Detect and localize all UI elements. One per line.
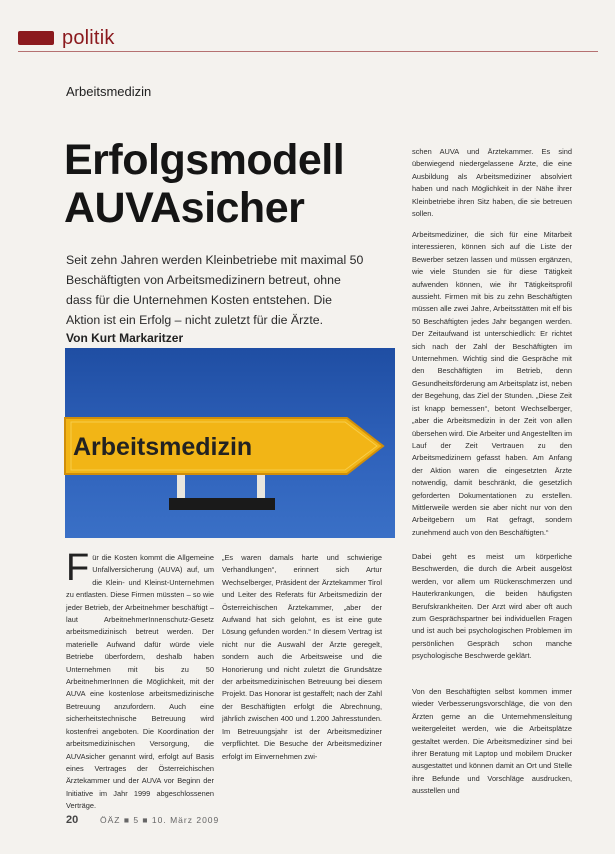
body-column-3-part-2: [412, 229, 572, 537]
body-column-3-part-4: [412, 686, 572, 804]
body-column-3-part-1: [412, 146, 572, 219]
kicker: Arbeitsmedizin: [66, 84, 152, 99]
headline: [64, 136, 424, 232]
col3d-text: Von den Beschäftigten selbst kommen immer wieder Verbesserungsvorschläge, die von den Ärzten gerne an die Unternehmensleitung weitergeleitet werden, wie die Arbeitsplätze gestaltet werden. Die Arbeitsmediziner sind bei ihrer Beratung mit Laptop und mobilem Drucker ausgestattet und können damit an Ort und Stelle ihre Befunde und Vorschläge ausdrucken, ausstellen und: [412, 687, 572, 796]
section-label: politik: [62, 27, 115, 49]
arrow-sign-illustration: [65, 348, 395, 538]
body-column-3-part-3: [412, 551, 572, 673]
col1-text: ür die Kosten kommt die Allgemeine Unfallversicherung (AUVA) auf, um die Klein- und Kleinst-Unternehmen zu entlasten. Diese Firmen müssten – so wie jeder Betrieb, der Arbeitnehmer beschäftigt – laut ArbeitnehmerInnenschutz-Gesetz arbeitsmedizinisch betreut werden. Der materielle Aufwand dafür würde viele Betriebe überfordern, deshalb haben Unternehmen mit bis zu 50 ArbeitnehmerInnen die Möglichkeit, mit der AUVA eine kostenlose arbeitsmedizinische Betreuung anzufordern. Auch eine sicherheitstechnische Betreuung wird kostenfrei angeboten. Die Koordination der arbeitsmedizinischen Versorgung, die AUVAsicher genannt wird, erfolgt auf Basis eines Vertrages der Österreichischen Ärztekammer und der AUVA vor Beginn der Initiative im Jahr 1999 abgeschlossenen Verträge.: [66, 553, 214, 811]
headline-line-2: AUVAsicher: [64, 184, 305, 232]
sign-text: Arbeitsmedizin: [73, 433, 253, 461]
headline-line-1: Erfolgsmodell: [64, 136, 345, 184]
issue-info: ÖÄZ ■ 5 ■ 10. März 2009: [100, 815, 220, 825]
col3b-text: Arbeitsmediziner, die sich für eine Mitarbeit interessieren, können sich auf die Liste der Bewerber setzen lassen und müssen ergänzen, wie viele Stunden sie für diese Tätigkeit aufwenden können, wie ihr Tätigkeitsprofil aussieht. Firmen mit bis zu zehn Beschäftigten müssen alle zwei Jahre, Arbeitsstätten mit elf bis 50 Beschäftigten jedes Jahr begangen werden. Der Zeitaufwand ist unterschiedlich: Er richtet sich nach der Zahl der Beschäftigten im Unternehmen. Wichtig sind die Gespräche mit den Beschäftigten im Betrieb, denn Gesundheitsförderung am Arbeitsplatz ist, neben der Begehung, das Ziel der Stunden. „Diese Zeit ist knapp bemessen“, betont Wechselberger, „aber die Arbeitsmedizin in der Zeit von allen übersehen wird. Die Arbeiter und Angestellten im Lauf der Zeit Vertrauen zu den Arbeitsmedizinern gefasst haben. Am Anfang der Aktion waren die eingesetzten Ärzte notwendig, damit beschränkt, die gesetzlich geforderten Dokumentationen zu erstellen. Mittlerweile werden sie aber nicht nur von den Arbeitgebern um Rat gefragt, sondern zunehmend auch von den Beschäftigten.“: [412, 230, 572, 537]
section-marker: [18, 31, 54, 45]
col3c-text: Dabei geht es meist um körperliche Beschwerden, die durch die Arbeit ausgelöst werden, vor allem um Rückenschmerzen und Hauterkrankungen, die beiden häufigsten Berufskrankheiten. Der Arzt wird aber oft auch zum Gesprächspartner bei individuellen Fragen und ist auch bei psychologischen Problemen im persönlichen Gespräch schon manche psychologische Beschwerde geklärt.: [412, 552, 572, 661]
col2-text: „Es waren damals harte und schwierige Verhandlungen“, erinnert sich Artur Wechselberger, Präsident der Ärztekammer Tirol und Leiter des Referats für Arbeitsmedizin der Österreichischen Ärztekammer, „aber der Aufwand hat sich gelohnt, es ist eine gute Lösung gefunden worden.“ In diesem Vertrag ist nicht nur die Auswahl der Ärzte geregelt, sondern auch die Arbeitsweise und die Honorierung und nicht zuletzt die Grundsätze der arbeitsmedizinischen Betreuung bei diesem Projekt. Das Honorar ist gestaffelt; nach der Zahl der Beschäftigten erfolgt die Abrechnung, jährlich zwischen 400 und 1.200 Jahresstunden. Im Betreuungsjahr ist der Arbeitsmediziner verpflichtet. Die Besuche der Arbeitsmediziner erfolgt im Einvernehmen zwi-: [222, 553, 382, 761]
section-rule: [18, 51, 598, 52]
lead-paragraph: Seit zehn Jahren werden Kleinbetriebe mit maximal 50 Beschäftigten von Arbeitsmedizinern betreut, ohne dass für die Unternehmen Kosten entstehen. Die Aktion ist ein Erfolg – nicht zuletzt für die Ärzte.: [66, 253, 364, 327]
col3a-text: schen AUVA und Ärztekammer. Es sind überwiegend niedergelassene Ärzte, die eine Ausbildung als Arbeitsmediziner absolviert haben und nach Möglichkeit in der Nähe ihrer Kleinbetriebe ihren Sitz haben, die sie betreuen sollen.: [412, 147, 572, 219]
page-number: 20: [66, 814, 79, 826]
body-column-1: [66, 547, 214, 811]
drop-cap: F: [66, 547, 90, 589]
article-photo: [65, 348, 395, 538]
byline: Von Kurt Markaritzer: [66, 331, 184, 345]
body-column-2: [222, 552, 382, 802]
